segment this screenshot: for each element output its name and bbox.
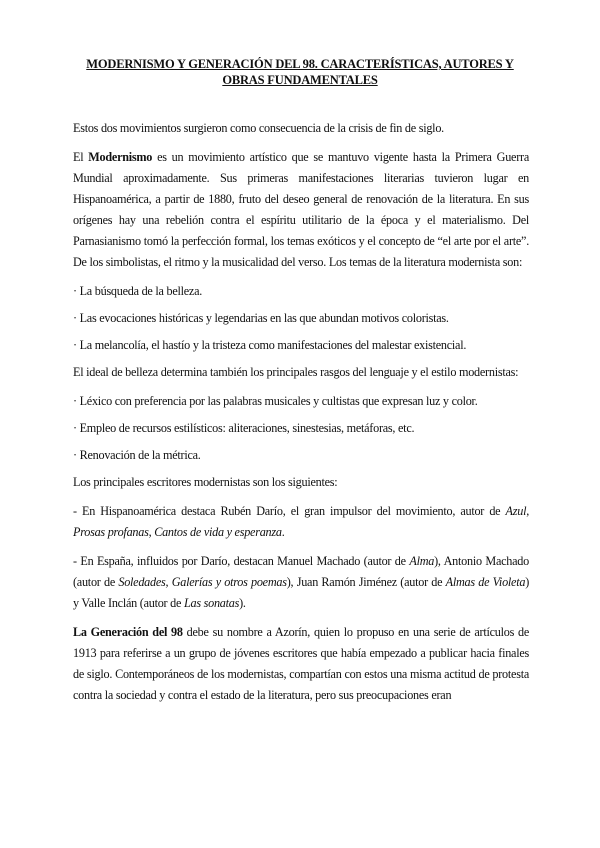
rasgo-item: · Empleo de recursos estilísticos: aliteraciones, sinestesias, metáforas, etc. xyxy=(73,421,415,435)
document-title xyxy=(70,56,530,88)
ideal-paragraph: El ideal de belleza determina también los principales rasgos del lenguaje y el estilo modernistas: xyxy=(73,365,519,379)
modernismo-text: es un movimiento artístico que se mantuvo vigente hasta la Primera Guerra Mundial aproximadamente. Sus primeras manifestaciones literarias tuvieron lugar en Hispanoamérica, a partir de 1880, fruto del deseo general de renovación de la literatura. En sus orígenes hay una rebelión contra el espíritu utilitario de la época y el materialismo. Del Parnasianismo tomó la perfección formal, los temas exóticos y el concepto de “el arte por el arte”. De los simbolistas, el ritmo y la musicalidad del verso. Los temas de la literatura modernista son: xyxy=(73,150,529,269)
espana-text-a: - En España, influidos por Darío, destacan Manuel Machado (autor de xyxy=(73,554,410,568)
intro-paragraph: Estos dos movimientos surgieron como consecuencia de la crisis de fin de siglo. xyxy=(73,121,444,135)
hispanoamerica-text: - En Hispanoamérica destaca Rubén Darío, el gran impulsor del movimiento, autor de xyxy=(73,504,506,518)
separator: , xyxy=(148,525,155,539)
generacion-text: debe su nombre a Azorín, quien lo propuso en una serie de artículos de 1913 para referirse a un grupo de jóvenes escritores que había empezado a publicar hacia finales de siglo. Contemporáneos de los modernistas, compartían con estos una misma actitud de protesta contra la sociedad y contra el estado de la literatura, pero sus preocupaciones eran xyxy=(73,625,529,702)
rasgo-item: · Renovación de la métrica. xyxy=(73,448,201,462)
document-body xyxy=(73,118,529,714)
modernismo-term: Modernismo xyxy=(88,150,153,164)
espana-paragraph xyxy=(73,551,529,614)
tema-item: · Las evocaciones históricas y legendarias en las que abundan motivos coloristas. xyxy=(73,311,449,325)
hispanoamerica-paragraph xyxy=(73,501,529,543)
espana-text-b: ), Antonio Machado (autor de xyxy=(73,554,529,589)
generacion-paragraph xyxy=(73,622,529,706)
title-line-1: MODERNISMO Y GENERACIÓN DEL 98. CARACTERÍSTICAS, AUTORES Y xyxy=(86,57,514,71)
title-line-2: OBRAS FUNDAMENTALES xyxy=(222,73,378,87)
tema-item: · La búsqueda de la belleza. xyxy=(73,284,203,298)
espana-text-e: ). xyxy=(239,596,246,610)
escritores-intro: Los principales escritores modernistas son los siguientes: xyxy=(73,475,338,489)
obra-cantos: Cantos de vida y esperanza xyxy=(154,525,282,539)
separator: , xyxy=(526,504,529,518)
obra-almas-de-violeta: Almas de Violeta xyxy=(445,575,526,589)
modernismo-paragraph xyxy=(73,147,529,273)
rasgo-item: · Léxico con preferencia por las palabras musicales y cultistas que expresan luz y color. xyxy=(73,394,478,408)
period: . xyxy=(281,525,285,539)
obra-las-sonatas: Las sonatas xyxy=(183,596,240,610)
obra-azul: Azul xyxy=(505,504,527,518)
espana-text-c: ), Juan Ramón Jiménez (autor de xyxy=(286,575,446,589)
tema-item: · La melancolía, el hastío y la tristeza como manifestaciones del malestar existencial. xyxy=(73,338,467,352)
obra-soledades: Soledades, Galerías y otros poemas xyxy=(118,575,287,589)
espana-text-d: ) y Valle Inclán (autor de xyxy=(73,575,529,610)
obra-prosas-profanas: Prosas profanas xyxy=(73,525,149,539)
modernismo-lead: El xyxy=(73,150,89,164)
generacion-term: La Generación del 98 xyxy=(73,625,183,639)
obra-alma: Alma xyxy=(409,554,435,568)
